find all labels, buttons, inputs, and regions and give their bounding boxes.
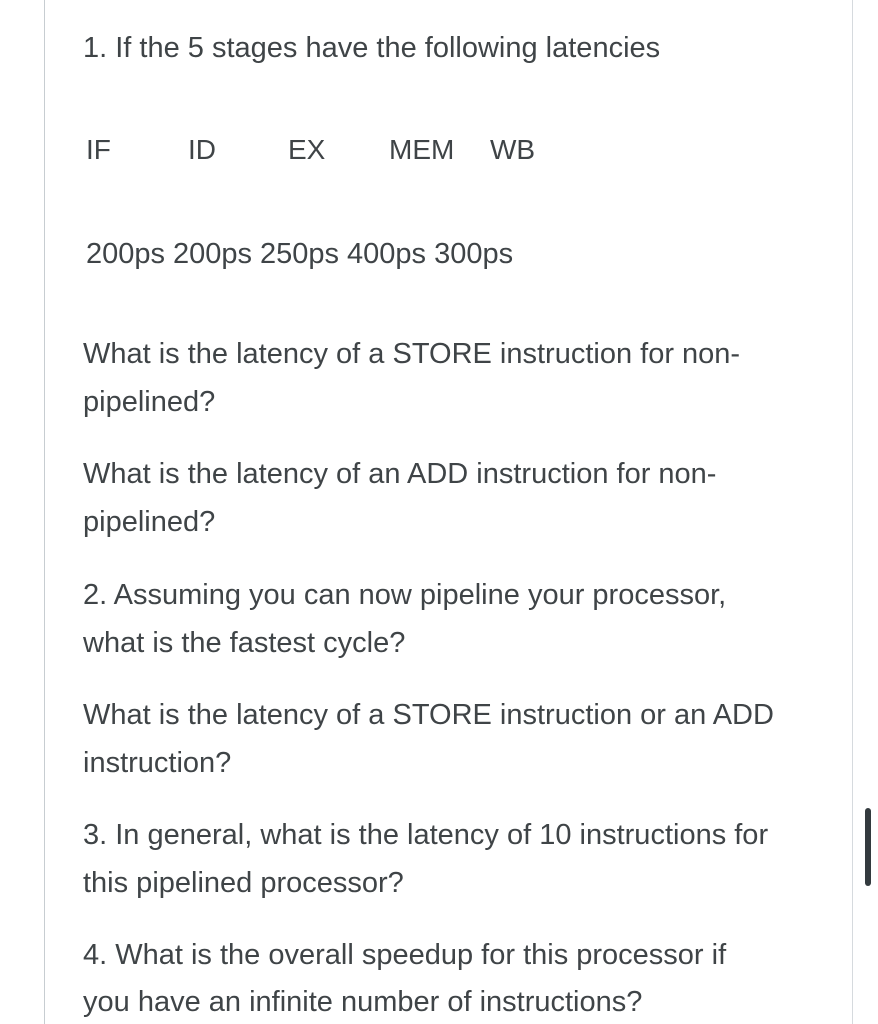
q1-store-question-line2: pipelined? [83,386,216,418]
latency-if: 200ps [86,238,166,270]
question-3-line1: 3. In general, what is the latency of 10 instructions for [83,819,769,851]
stage-id: ID [188,134,216,165]
q2-latency-question-line1: What is the latency of a STORE instruction or an ADD [83,699,774,731]
stage-mem: MEM [389,134,455,165]
page-right-border [852,0,853,1024]
question-4-line1: 4. What is the overall speedup for this processor if [83,939,727,971]
question-2-line1: 2. Assuming you can now pipeline your processor, [83,579,727,611]
q1-add-question-line2: pipelined? [83,506,216,538]
latency-wb: 300ps [434,238,514,270]
page-left-border [44,0,45,1024]
question-4-line2: you have an infinite number of instructions? [83,986,643,1018]
q1-store-question-line1: What is the latency of a STORE instruction for non- [83,338,741,370]
stage-latencies-row [86,230,521,278]
stage-ex: EX [288,134,326,165]
stage-if: IF [86,134,111,165]
q1-add-question-line1: What is the latency of an ADD instruction for non- [83,458,717,490]
latency-mem: 400ps [347,238,427,270]
latency-ex: 250ps [260,238,340,270]
question-2-line2: what is the fastest cycle? [83,627,406,659]
question-1-heading: 1. If the 5 stages have the following latencies [83,32,661,64]
latency-id: 200ps [173,238,253,270]
q2-latency-question-line2: instruction? [83,747,232,779]
scrollbar-thumb[interactable] [865,808,871,886]
question-3-line2: this pipelined processor? [83,867,404,899]
stage-wb: WB [490,134,536,165]
